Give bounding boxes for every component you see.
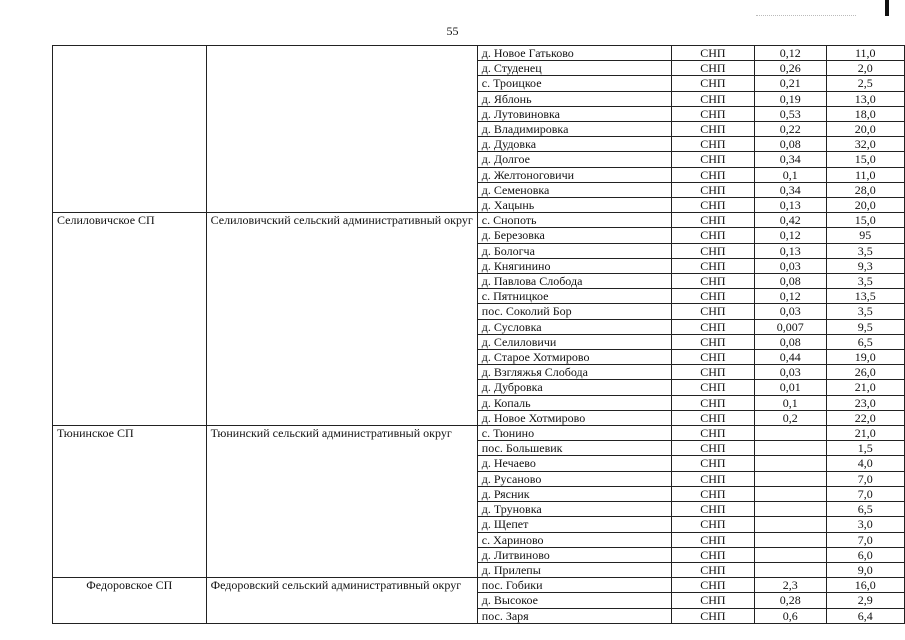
settlement-type: СНП — [671, 532, 754, 547]
settlement-name: д. Желтоноговичи — [477, 167, 671, 182]
settlement-name: д. Владимировка — [477, 122, 671, 137]
settlement-name: пос. Заря — [477, 608, 671, 623]
settlement-type: СНП — [671, 167, 754, 182]
area-value — [755, 502, 826, 517]
area-value: 0,1 — [755, 167, 826, 182]
settlement-name: д. Бологча — [477, 243, 671, 258]
numeric-value: 20,0 — [826, 122, 904, 137]
settlement-name: д. Сусловка — [477, 319, 671, 334]
settlement-type: СНП — [671, 289, 754, 304]
settlement-name: д. Студенец — [477, 61, 671, 76]
numeric-value: 28,0 — [826, 182, 904, 197]
area-value — [755, 517, 826, 532]
area-value: 0,08 — [755, 334, 826, 349]
numeric-value: 2,0 — [826, 61, 904, 76]
area-value: 0,08 — [755, 137, 826, 152]
table-row — [53, 46, 905, 61]
area-value: 0,13 — [755, 198, 826, 213]
settlement-name: с. Пятницкое — [477, 289, 671, 304]
settlement-type: СНП — [671, 61, 754, 76]
numeric-value: 9,0 — [826, 562, 904, 577]
settlement-type: СНП — [671, 562, 754, 577]
numeric-value: 11,0 — [826, 46, 904, 61]
settlement-name: д. Березовка — [477, 228, 671, 243]
settlement-type: СНП — [671, 182, 754, 197]
area-value: 0,08 — [755, 274, 826, 289]
settlement-type: СНП — [671, 547, 754, 562]
settlement-name: д. Долгое — [477, 152, 671, 167]
numeric-value: 95 — [826, 228, 904, 243]
settlement-type: СНП — [671, 91, 754, 106]
settlement-type: СНП — [671, 517, 754, 532]
area-value: 0,03 — [755, 304, 826, 319]
scan-artifact — [756, 15, 856, 17]
area-value — [755, 547, 826, 562]
area-value: 0,21 — [755, 76, 826, 91]
settlement-name: д. Труновка — [477, 502, 671, 517]
numeric-value: 22,0 — [826, 410, 904, 425]
settlement-type: СНП — [671, 441, 754, 456]
settlement-type: СНП — [671, 380, 754, 395]
settlement-name: д. Новое Гатьково — [477, 46, 671, 61]
settlement-name: д. Высокое — [477, 593, 671, 608]
settlement-type: СНП — [671, 198, 754, 213]
area-value — [755, 562, 826, 577]
settlement-name: д. Хацынь — [477, 198, 671, 213]
settlement-type: СНП — [671, 426, 754, 441]
numeric-value: 23,0 — [826, 395, 904, 410]
numeric-value: 6,4 — [826, 608, 904, 623]
area-value: 0,2 — [755, 410, 826, 425]
numeric-value: 6,5 — [826, 334, 904, 349]
settlement-type: СНП — [671, 76, 754, 91]
numeric-value: 6,0 — [826, 547, 904, 562]
settlement-name: пос. Соколий Бор — [477, 304, 671, 319]
settlement-type: СНП — [671, 486, 754, 501]
numeric-value: 32,0 — [826, 137, 904, 152]
table-row — [53, 578, 905, 593]
numeric-value: 3,5 — [826, 243, 904, 258]
settlement-type: СНП — [671, 106, 754, 121]
settlement-name: д. Старое Хотмирово — [477, 350, 671, 365]
numeric-value: 26,0 — [826, 365, 904, 380]
numeric-value: 21,0 — [826, 380, 904, 395]
area-value: 0,26 — [755, 61, 826, 76]
area-value: 0,01 — [755, 380, 826, 395]
settlement-name: д. Русаново — [477, 471, 671, 486]
numeric-value: 15,0 — [826, 152, 904, 167]
settlement-name: д. Павлова Слобода — [477, 274, 671, 289]
settlement-type: СНП — [671, 471, 754, 486]
district-name — [206, 46, 477, 213]
settlement-name: д. Прилепы — [477, 562, 671, 577]
area-value — [755, 471, 826, 486]
settlement-type: СНП — [671, 213, 754, 228]
settlement-type: СНП — [671, 410, 754, 425]
numeric-value: 7,0 — [826, 532, 904, 547]
area-value: 0,12 — [755, 228, 826, 243]
municipality-name — [53, 46, 207, 213]
table-row — [53, 213, 905, 228]
settlement-name: с. Троицкое — [477, 76, 671, 91]
area-value — [755, 426, 826, 441]
settlement-name: д. Лутовиновка — [477, 106, 671, 121]
district-name: Тюнинский сельский административный округ — [206, 426, 477, 578]
settlement-name: д. Литвиново — [477, 547, 671, 562]
numeric-value: 3,5 — [826, 304, 904, 319]
area-value — [755, 441, 826, 456]
numeric-value: 20,0 — [826, 198, 904, 213]
settlement-name: д. Княгинино — [477, 258, 671, 273]
settlement-name: пос. Гобики — [477, 578, 671, 593]
area-value: 0,42 — [755, 213, 826, 228]
settlement-name: д. Яблонь — [477, 91, 671, 106]
settlement-name: с. Хариново — [477, 532, 671, 547]
numeric-value: 7,0 — [826, 471, 904, 486]
settlement-name: д. Дудовка — [477, 137, 671, 152]
settlement-type: СНП — [671, 578, 754, 593]
numeric-value: 9,3 — [826, 258, 904, 273]
settlements-table — [52, 45, 905, 624]
area-value: 0,03 — [755, 365, 826, 380]
settlement-name: д. Рясник — [477, 486, 671, 501]
settlement-type: СНП — [671, 395, 754, 410]
settlement-type: СНП — [671, 304, 754, 319]
settlement-type: СНП — [671, 350, 754, 365]
settlement-type: СНП — [671, 152, 754, 167]
settlement-name: д. Новое Хотмирово — [477, 410, 671, 425]
area-value: 0,007 — [755, 319, 826, 334]
area-value: 2,3 — [755, 578, 826, 593]
settlement-type: СНП — [671, 319, 754, 334]
numeric-value: 3,5 — [826, 274, 904, 289]
numeric-value: 2,9 — [826, 593, 904, 608]
district-name: Селиловичский сельский административный округ — [206, 213, 477, 426]
settlement-type: СНП — [671, 258, 754, 273]
settlement-name: д. Дубровка — [477, 380, 671, 395]
area-value: 0,34 — [755, 182, 826, 197]
settlement-name: д. Семеновка — [477, 182, 671, 197]
settlement-name: пос. Большевик — [477, 441, 671, 456]
settlement-type: СНП — [671, 137, 754, 152]
area-value — [755, 486, 826, 501]
municipality-name: Селиловичское СП — [53, 213, 207, 426]
settlement-name: д. Щепет — [477, 517, 671, 532]
area-value — [755, 532, 826, 547]
numeric-value: 15,0 — [826, 213, 904, 228]
area-value: 0,13 — [755, 243, 826, 258]
numeric-value: 9,5 — [826, 319, 904, 334]
table-row — [53, 426, 905, 441]
area-value: 0,19 — [755, 91, 826, 106]
area-value: 0,28 — [755, 593, 826, 608]
scan-corner-mark — [885, 0, 889, 16]
settlement-type: СНП — [671, 46, 754, 61]
numeric-value: 6,5 — [826, 502, 904, 517]
settlement-name: д. Нечаево — [477, 456, 671, 471]
numeric-value: 21,0 — [826, 426, 904, 441]
settlement-type: СНП — [671, 122, 754, 137]
settlement-type: СНП — [671, 502, 754, 517]
numeric-value: 16,0 — [826, 578, 904, 593]
settlement-type: СНП — [671, 365, 754, 380]
settlement-name: д. Селиловичи — [477, 334, 671, 349]
numeric-value: 18,0 — [826, 106, 904, 121]
settlement-type: СНП — [671, 334, 754, 349]
numeric-value: 4,0 — [826, 456, 904, 471]
numeric-value: 7,0 — [826, 486, 904, 501]
numeric-value: 13,5 — [826, 289, 904, 304]
municipality-name: Тюнинское СП — [53, 426, 207, 578]
area-value: 0,1 — [755, 395, 826, 410]
settlement-name: д. Взгляжья Слобода — [477, 365, 671, 380]
area-value: 0,44 — [755, 350, 826, 365]
settlement-type: СНП — [671, 243, 754, 258]
settlement-type: СНП — [671, 228, 754, 243]
district-name: Федоровский сельский административный округ — [206, 578, 477, 624]
settlement-type: СНП — [671, 593, 754, 608]
settlement-name: с. Тюнино — [477, 426, 671, 441]
area-value: 0,6 — [755, 608, 826, 623]
settlement-type: СНП — [671, 274, 754, 289]
area-value — [755, 456, 826, 471]
numeric-value: 19,0 — [826, 350, 904, 365]
area-value: 0,12 — [755, 289, 826, 304]
area-value: 0,12 — [755, 46, 826, 61]
numeric-value: 1,5 — [826, 441, 904, 456]
settlement-type: СНП — [671, 608, 754, 623]
numeric-value: 2,5 — [826, 76, 904, 91]
municipality-name: Федоровское СП — [53, 578, 207, 624]
settlement-name: д. Копаль — [477, 395, 671, 410]
settlement-type: СНП — [671, 456, 754, 471]
numeric-value: 13,0 — [826, 91, 904, 106]
numeric-value: 3,0 — [826, 517, 904, 532]
page-number: 55 — [446, 24, 459, 38]
area-value: 0,53 — [755, 106, 826, 121]
area-value: 0,34 — [755, 152, 826, 167]
settlements-table-body — [53, 46, 905, 624]
area-value: 0,03 — [755, 258, 826, 273]
area-value: 0,22 — [755, 122, 826, 137]
numeric-value: 11,0 — [826, 167, 904, 182]
settlement-name: с. Снопоть — [477, 213, 671, 228]
